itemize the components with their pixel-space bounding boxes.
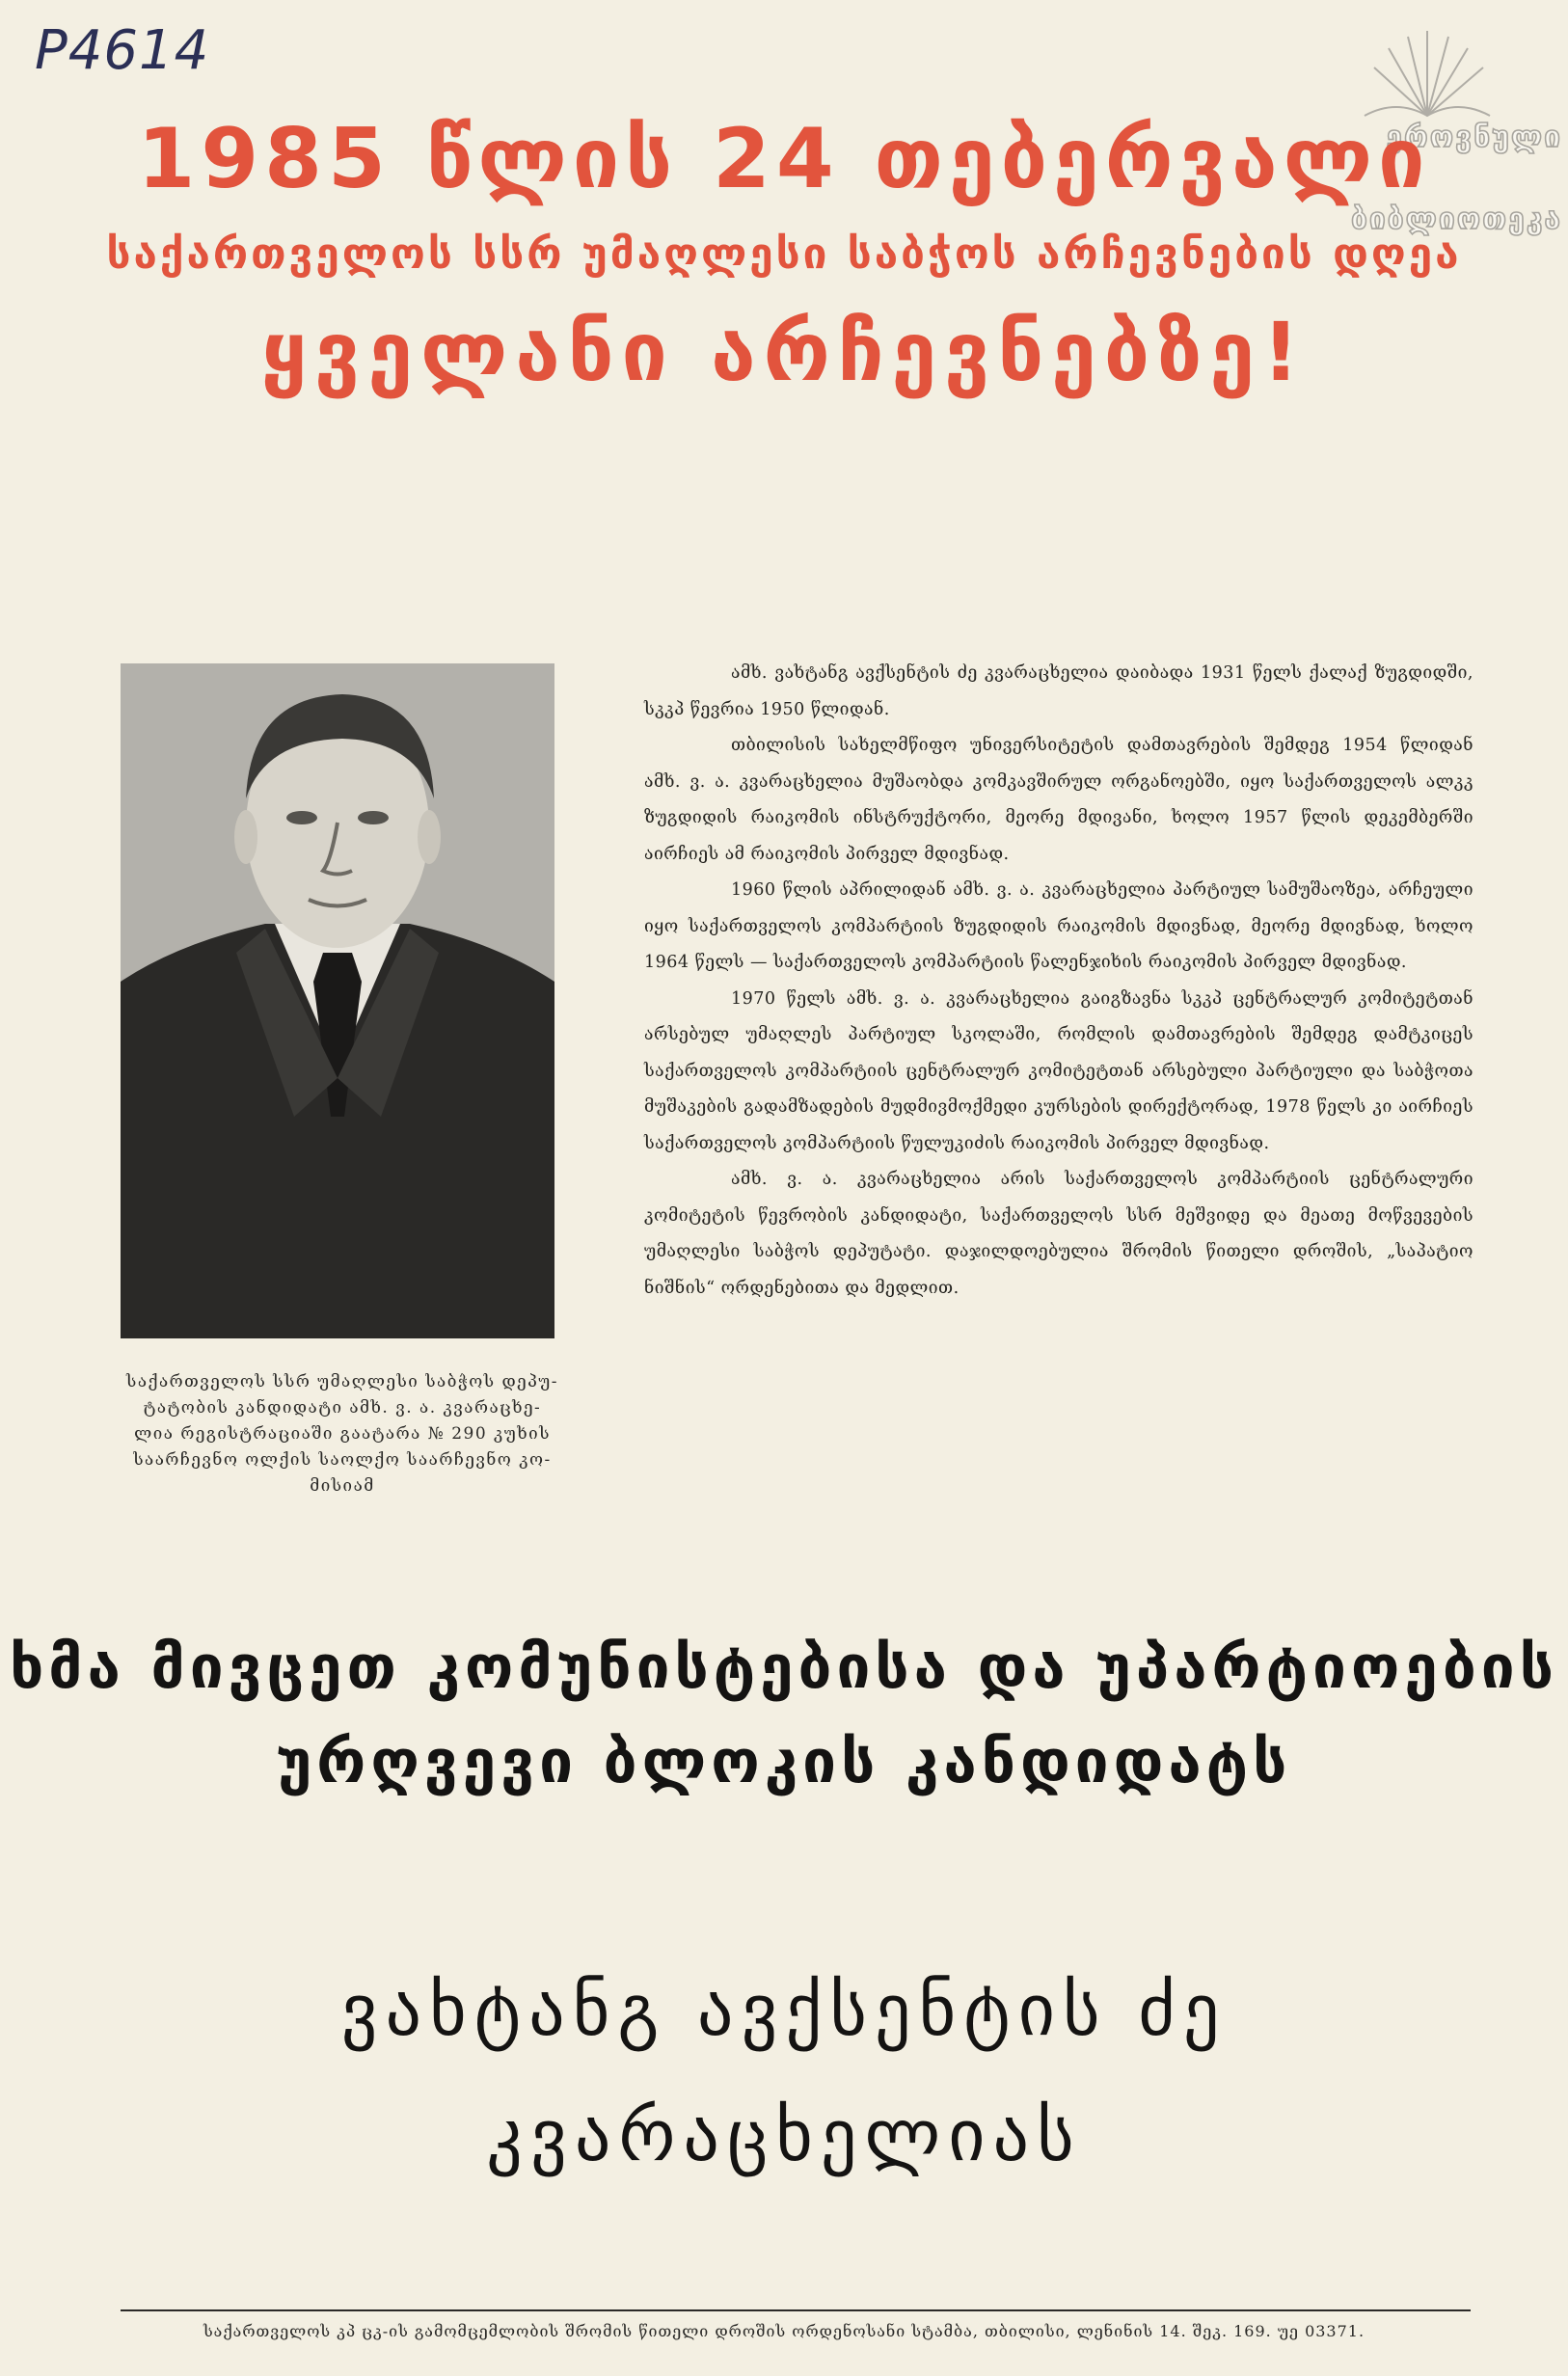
portrait-photo-icon [121, 663, 554, 1338]
caption-line: ტატობის კანდიდატი ამხ. ვ. ა. კვარაცხე- [143, 1398, 542, 1418]
candidate-biography [644, 656, 1473, 1307]
caption-line: საარჩევნო ოლქის საოლქო საარჩევნო კო- [133, 1450, 552, 1470]
bio-paragraph: თბილისის სახელმწიფო უნივერსიტეტის დამთავრების შემდეგ 1954 წლიდან ამხ. ვ. ა. კვარაცხელია მუშაობდა კომკავშირულ ორგანოებში, იყო საქართველოს ალკკ ზუგდიდის რაიკომის ინსტრუქტორი, მეორე მდივანი, ხოლო 1957 წლის დეკემბერში აირჩიეს ამ რაიკომის პირველ მდივნად. [644, 736, 1473, 864]
photo-caption [106, 1369, 579, 1499]
slogan-line: ურღვევი ბლოკის კანდიდატს [276, 1726, 1292, 1796]
bio-paragraph: 1970 წელს ამხ. ვ. ა. კვარაცხელია გაიგზავნა სკკპ ცენტრალურ კომიტეტთან არსებულ უმაღლეს პარტიულ სკოლაში, რომლის დამთავრების შემდეგ დამტკიცეს საქართველოს კომპარტიის ცენტრალურ კომიტეტთან არსებული პარტიული და საბჭოთა მუშაკების გადამზადების მუდმივმოქმედი კურსების დირექტორად, 1978 წელს კი აირჩიეს საქართველოს კომპარტიის წულუკიძის რაიკომის პირველ მდივნად. [644, 988, 1473, 1153]
caption-line: მისიამ [310, 1476, 375, 1496]
call-to-vote-heading: ყველანი არჩევნებზე! [260, 305, 1308, 399]
candidate-photo [121, 663, 554, 1338]
caption-line: საქართველოს სსრ უმაღლესი საბჭოს დეპუ- [126, 1372, 558, 1391]
footer-divider [121, 2309, 1471, 2311]
election-day-subheading: საქართველოს სსრ უმაღლესი საბჭოს არჩევნების დღეა [106, 230, 1462, 279]
stamp-line-national: ეროვნული [1386, 121, 1562, 154]
printer-imprint: საქართველოს კპ ცკ-ის გამომცემლობის შრომის წითელი დროშის ორდენოსანი სტამბა, თბილისი, ლენინის 14. შეკ. 169. უე 03371. [203, 2322, 1365, 2340]
bio-paragraph: ამხ. ვ. ა. კვარაცხელია არის საქართველოს კომპარტიის ცენტრალური კომიტეტის წევრობის კანდიდატი, საქართველოს სსრ მეშვიდე და მეათე მოწვევების უმაღლესი საბჭოს დეპუტატი. დაჯილდოებულია შრომის წითელი დროშის, „საპატიო ნიშნის“ ორდენებითა და მედლით. [644, 1170, 1473, 1298]
archive-mark: P4614 [35, 19, 210, 82]
candidate-surname: კვარაცხელიას [486, 2094, 1082, 2177]
bio-paragraph: ამხ. ვახტანგ ავქსენტის ძე კვარაცხელია დაიბადა 1931 წელს ქალაქ ზუგდიდში, სკკპ წევრია 1950 წლიდან. [644, 663, 1473, 719]
stamp-line-library: ბიბლიოთეკა [1350, 202, 1562, 236]
slogan-line: ხმა მივცეთ კომუნისტებისა და უპარტიოების [10, 1632, 1558, 1702]
candidate-name: ვახტანგ ავქსენტის ძე [340, 1969, 1228, 2052]
caption-line: ლია რეგისტრაციაში გაატარა № 290 კუხის [134, 1424, 551, 1444]
election-date-heading: 1985 წლის 24 თებერვალი [137, 111, 1431, 207]
bio-paragraph: 1960 წლის აპრილიდან ამხ. ვ. ა. კვარაცხელია პარტიულ სამუშაოზეა, არჩეული იყო საქართველოს კომპარტიის ზუგდიდის რაიკომის მდივნად, მეორე მდივნად, ხოლო 1964 წელს — საქართველოს კომპარტიის წალენჯიხის რაიკომის პირველ მდივნად. [644, 880, 1473, 972]
